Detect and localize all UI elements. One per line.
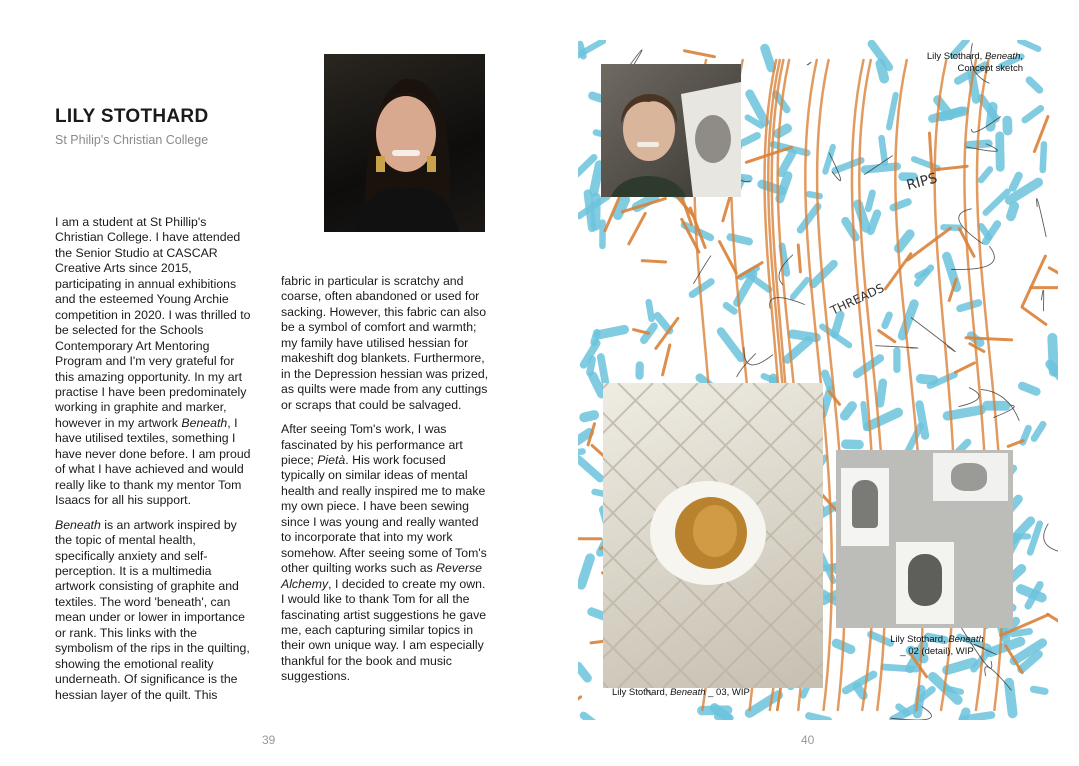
- sketch-stroke: [835, 160, 861, 170]
- sketch-stroke: [744, 348, 773, 365]
- sketch-stroke: [880, 383, 883, 404]
- artist-portrait-photo: [324, 54, 485, 232]
- sketch-stroke: [1049, 268, 1058, 285]
- sketch-stroke: [743, 136, 757, 143]
- artwork-title: Beneath: [948, 634, 984, 645]
- sketch-stroke: [857, 687, 863, 696]
- body-text-column-1: [55, 215, 253, 712]
- text: ,: [1020, 51, 1023, 62]
- paragraph: [55, 518, 253, 703]
- sketch-word-rips: RIPS: [904, 170, 940, 194]
- sketch-stroke: [951, 247, 994, 270]
- sketch-stroke: [1044, 524, 1058, 554]
- sketch-stroke: [986, 192, 1008, 213]
- sketch-stroke: [917, 271, 926, 276]
- text: , I decided to create my own. I would like to thank Tom for all the fascinating artist suggestions he gave me, each capturing similar topics in their own unique way. I am especially thankful for the book and music suggestions.: [281, 576, 487, 684]
- sketch-stroke: [764, 376, 775, 380]
- sketch-stroke: [879, 331, 895, 342]
- sketch-stroke: [598, 330, 624, 335]
- caption-wall-detail: [882, 634, 992, 657]
- sketch-stroke: [1011, 206, 1014, 216]
- artwork-title: Beneath: [984, 51, 1021, 62]
- paragraph: [281, 422, 491, 685]
- sketch-stroke: [880, 64, 884, 79]
- sketch-stroke: [594, 333, 597, 343]
- text: Lily Stothard,: [612, 687, 671, 698]
- sketch-stroke: [981, 226, 989, 237]
- sketch-stroke: [1043, 144, 1044, 170]
- sketch-stroke: [721, 331, 741, 358]
- artwork-title: Beneath: [55, 517, 101, 532]
- sketch-stroke: [899, 234, 910, 248]
- sketch-stroke: [825, 373, 830, 386]
- sketch-stroke: [845, 406, 852, 416]
- sketch-stroke: [947, 663, 973, 671]
- artist-name: LILY STOTHARD: [55, 106, 209, 127]
- sketch-stroke: [694, 256, 711, 284]
- sketch-stroke: [1020, 41, 1038, 49]
- sketch-stroke: [889, 95, 896, 127]
- sketch-stroke: [868, 193, 872, 209]
- sketch-stroke: [657, 316, 669, 331]
- sketch-stroke: [593, 376, 602, 394]
- sketch-stroke: [579, 459, 600, 478]
- paragraph: fabric in particular is scratchy and coarse, often abandoned or used for sacking. However, this fabric can also be a symbol of comfort and warmth; my family have utilised hessian for makeshift dog blankets. Furthermore, in the Depression hessian was prized, as quilts were made from any cuttings or scraps that could be salvaged.: [281, 274, 489, 412]
- sketch-stroke: [594, 165, 600, 192]
- text: . His work focused typically on similar ideas of mental health and really inspired me to make my own piece. I have been sewing since I was young and really wanted to incorporate that into my work somehow. After seeing some of Tom's other quilting works such as: [281, 452, 487, 576]
- quilt-wip-photo: [603, 383, 823, 688]
- quilt-stitch-line: [798, 383, 823, 688]
- sketch-word-threads: THREADS: [828, 280, 887, 318]
- sketch-stroke: [868, 412, 898, 426]
- text: _ 02 (detail), WIP: [900, 645, 974, 657]
- sketch-stroke: [863, 404, 866, 428]
- body-text-column-2: [281, 274, 491, 694]
- sketch-stroke: [629, 213, 645, 243]
- sketch-stroke: [726, 305, 734, 311]
- sketch-stroke: [871, 213, 878, 231]
- artwork-title: Reverse Alchemy: [281, 561, 482, 591]
- artwork-title: Beneath: [670, 687, 706, 698]
- caption-quilt: [612, 687, 750, 699]
- sketch-stroke: [809, 716, 829, 720]
- drawings-on-wall-photo: [836, 450, 1013, 628]
- text: , I have utilised textiles, something I have never done before. I am proud of what I have achieved and would really like to thank my mentor Tom Isaacs for all his support.: [55, 415, 251, 508]
- quilt-stitch-line: [603, 383, 653, 688]
- sketch-stroke: [1037, 199, 1047, 237]
- sketch-stroke: [1022, 386, 1036, 392]
- sketch-stroke: [634, 330, 649, 334]
- sketch-stroke: [825, 147, 833, 172]
- sketch-stroke: [765, 48, 771, 67]
- sketch-stroke: [750, 695, 779, 713]
- sketch-stroke: [590, 359, 593, 372]
- sketch-stroke: [1013, 631, 1030, 633]
- sketch-stroke: [663, 345, 670, 375]
- sketch-stroke: [981, 169, 990, 180]
- paragraph: [55, 215, 253, 509]
- sketch-stroke: [899, 707, 907, 713]
- text: I am a student at St Phillip's Christian College. I have attended the Senior Studio at CASCAR Creative Arts since 2015, participating in annual exhibitions and the esteemed Young Archie competition in 2020. I was thrilled to be selected for the Schools Contemporary Art Mentoring Program and I'm very grateful for this amazing opportunity. In my art practise I have been predominately working in graphite and marker, however in my artwork: [55, 215, 251, 430]
- sketch-stroke: [578, 451, 583, 454]
- text: Concept sketch: [957, 62, 1023, 74]
- artwork-title: Pietà: [317, 452, 346, 467]
- sketch-stroke: [642, 261, 665, 262]
- sketch-stroke: [911, 318, 955, 352]
- text: is an artwork inspired by the topic of mental health, specifically anxiety and self-perception. It is a multimedia artwork consisting of graphite and textiles. The word 'beneath', can mean under or lower in importance or rank. This links with the symbolism of the rips in the quilting, showing the emotional reality underneath. Of significance is the hessian layer of the quilt. This: [55, 517, 250, 702]
- caption-concept-sketch: [927, 51, 1023, 74]
- sketch-stroke: [865, 166, 897, 169]
- quilt-stitch-line: [603, 383, 653, 688]
- sketch-stroke: [959, 388, 979, 407]
- sketch-stroke: [649, 302, 652, 319]
- sketch-stroke: [798, 245, 800, 272]
- sketch-stroke: [882, 138, 885, 163]
- sketch-stroke: [684, 51, 714, 57]
- sketch-stroke: [578, 666, 587, 678]
- page-number-left: 39: [262, 733, 276, 747]
- sketch-stroke: [955, 363, 974, 372]
- sketch-stroke: [885, 315, 889, 325]
- sketch-stroke: [835, 315, 841, 334]
- artwork-title: Beneath: [181, 415, 228, 430]
- sketch-stroke: [1041, 290, 1043, 311]
- sketch-stroke: [921, 379, 934, 380]
- page-number-right: 40: [801, 733, 815, 747]
- school-name: St Philip's Christian College: [55, 133, 209, 147]
- sketch-stroke: [1034, 424, 1043, 438]
- text: After seeing Tom's work, I was fascinated by his performance art piece;: [281, 422, 463, 467]
- sketch-stroke: [947, 410, 981, 416]
- sketch-stroke: [630, 50, 642, 65]
- sketch-stroke: [1000, 136, 1001, 167]
- sketch-stroke: [1030, 524, 1040, 552]
- sketch-stroke: [958, 712, 966, 720]
- sketch-stroke: [584, 415, 594, 417]
- selfie-with-drawing-photo: [601, 64, 741, 197]
- sketch-stroke: [578, 157, 594, 177]
- sketch-stroke: [1029, 80, 1039, 90]
- text: Lily Stothard,: [926, 51, 985, 62]
- sketch-stroke: [1013, 176, 1019, 188]
- sketch-stroke: [800, 206, 817, 230]
- sketch-stroke: [584, 715, 605, 720]
- text: _ 03, WIP: [705, 687, 750, 698]
- sketch-stroke: [1022, 307, 1046, 324]
- sketch-stroke: [792, 334, 816, 338]
- sketch-stroke: [793, 280, 807, 297]
- sketch-stroke: [1025, 108, 1041, 120]
- sketch-stroke: [781, 153, 792, 173]
- sketch-stroke: [581, 558, 590, 585]
- sketch-stroke: [960, 303, 979, 309]
- sketch-stroke: [1033, 689, 1045, 691]
- quilt-stitch-line: [798, 383, 823, 688]
- sketch-stroke: [1048, 614, 1058, 642]
- text: Lily Stothard,: [890, 634, 949, 645]
- sketch-stroke: [857, 358, 880, 374]
- sketch-stroke: [807, 62, 811, 65]
